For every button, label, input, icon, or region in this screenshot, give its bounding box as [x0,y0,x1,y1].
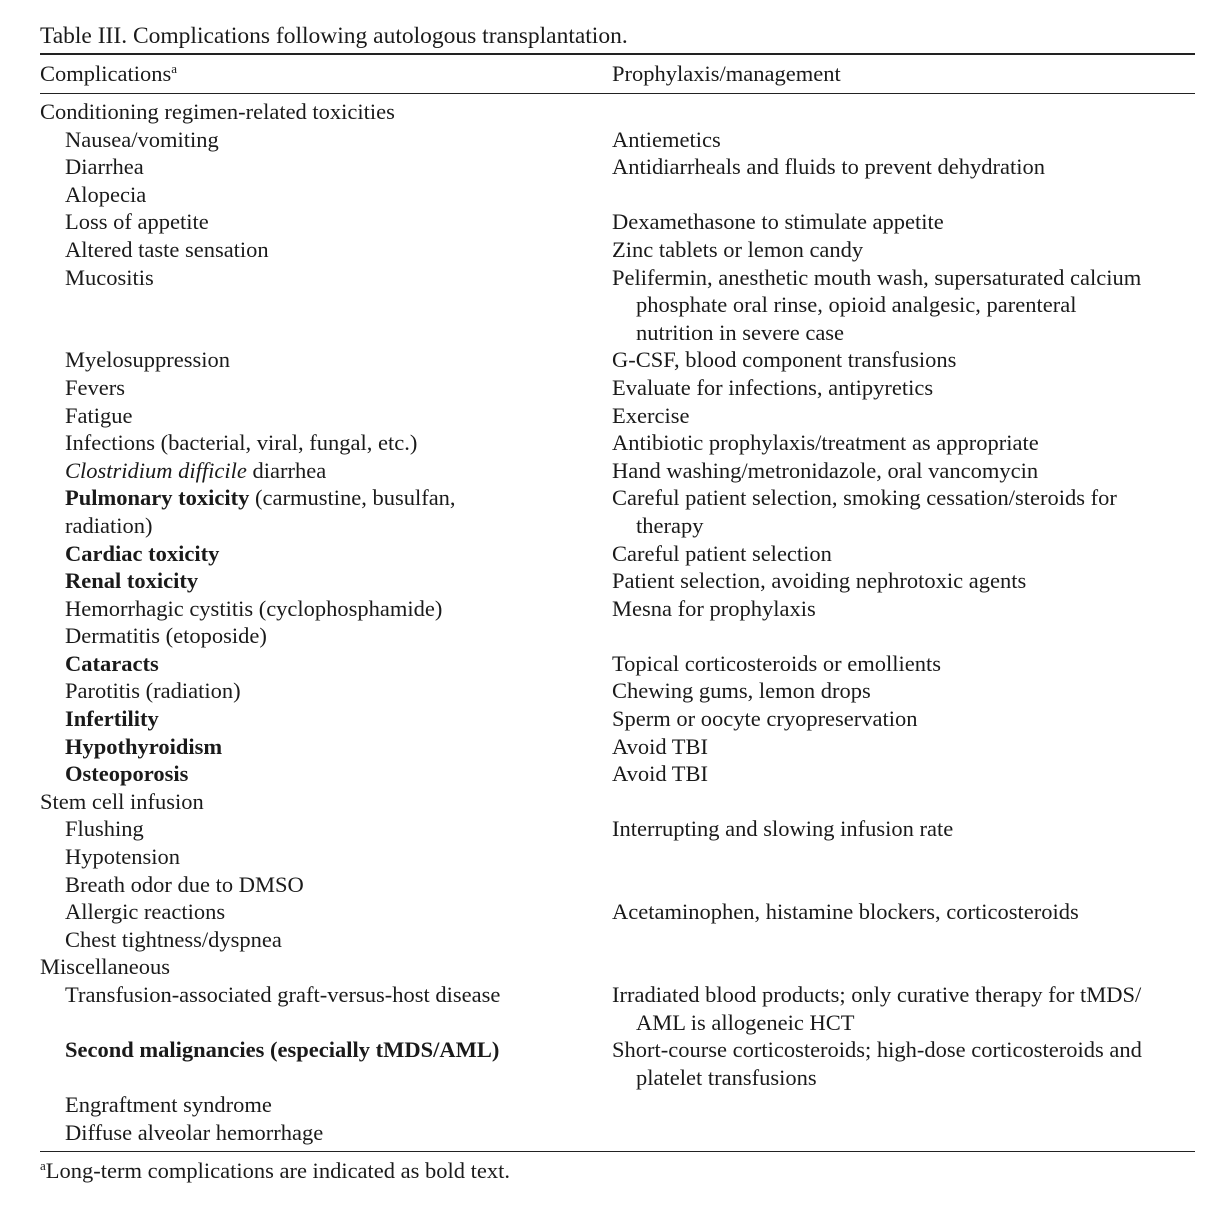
table-row [40,705,1195,733]
complication-text: radiation) [65,512,153,538]
complication-cell [40,208,612,236]
complication-text: Infections (bacterial, viral, fungal, etc.) [65,430,418,456]
complication-text: Cataracts [65,650,159,676]
complication-cell [40,374,612,402]
management-cell [612,153,1195,181]
table-row [40,1119,1195,1147]
complication-text: Loss of appetite [65,209,209,235]
table-row [40,898,1195,926]
table-row [40,1036,1195,1091]
complication-cell [40,264,612,347]
management-cell [612,402,1195,430]
complication-text: Transfusion-associated graft-versus-host disease [65,982,501,1007]
complication-text: Hypothyroidism [65,733,223,759]
complication-cell [40,760,612,788]
management-cell [612,264,1195,347]
header-management: Prophylaxis/management [612,61,841,86]
table-row [40,540,1195,568]
table-row [40,208,1195,236]
complication-text: Renal toxicity [65,568,199,594]
complication-text: Flushing [65,816,144,842]
table-row [40,843,1195,871]
table-row [40,1091,1195,1119]
table-row [40,402,1195,430]
table-row [40,181,1195,209]
management-text: Antibiotic prophylaxis/treatment as appropriate [612,430,1039,456]
table-row [40,926,1195,954]
complication-text: Diarrhea [65,154,144,180]
management-text: platelet transfusions [636,1064,817,1090]
management-cell [612,208,1195,236]
management-text: Exercise [612,402,690,428]
table-row [40,871,1195,899]
management-text: Hand washing/metronidazole, oral vancomycin [612,457,1039,483]
management-text: phosphate oral rinse, opioid analgesic, parenteral [636,292,1077,318]
table-row [40,236,1195,264]
management-cell [612,457,1195,485]
complication-cell [40,236,612,264]
management-text: Careful patient selection, smoking cessation/steroids for [612,485,1117,511]
complication-cell [40,153,612,181]
section-header [40,98,1195,126]
management-text: Antiemetics [612,126,721,152]
management-cell [612,540,1195,568]
complication-text: Osteoporosis [65,761,189,787]
management-cell [612,622,1195,650]
management-text: Pelifermin, anesthetic mouth wash, supersaturated calcium [612,264,1142,290]
management-cell [612,181,1195,209]
table-row [40,429,1195,457]
complication-text: Fatigue [65,402,133,428]
complication-text: Myelosuppression [65,347,230,373]
management-text: Avoid TBI [612,733,709,759]
management-text: Irradiated blood products; only curative therapy for tMDS/ [612,982,1142,1007]
management-cell [612,926,1195,954]
complication-cell [40,677,612,705]
complication-cell [40,126,612,154]
management-cell [612,815,1195,843]
complication-cell [40,981,612,1036]
table-row [40,567,1195,595]
management-text: AML is allogeneic HCT [636,1009,855,1035]
section-header [40,788,1195,816]
complication-cell [40,733,612,761]
management-text: Patient selection, avoiding nephrotoxic agents [612,568,1027,594]
management-cell [612,236,1195,264]
management-cell [612,429,1195,457]
table-row [40,981,1195,1036]
table-row [40,677,1195,705]
complication-cell [40,595,612,623]
complication-cell [40,926,612,954]
management-cell [612,677,1195,705]
management-cell [612,871,1195,899]
complication-text: Nausea/vomiting [65,126,219,152]
management-cell [612,843,1195,871]
complication-cell [40,871,612,899]
management-cell [612,981,1195,1036]
complication-text: Alopecia [65,181,147,207]
complication-text: diarrhea [246,457,327,483]
complication-text: Diffuse alveolar hemorrhage [65,1119,324,1145]
complication-text: Clostridium difficile [65,457,247,483]
complication-text: Engraftment syndrome [65,1092,272,1118]
complication-text: Mucositis [65,264,154,290]
management-text: Avoid TBI [612,761,709,787]
management-cell [612,567,1195,595]
complication-text: Dermatitis (etoposide) [65,623,267,649]
table-footnote: $^a$Long-term complications are indicated as bold text. [40,1157,511,1183]
management-text: therapy [636,512,704,538]
management-text: G-CSF, blood component transfusions [612,347,957,373]
management-cell [612,898,1195,926]
complication-text: Hemorrhagic cystitis (cyclophosphamide) [65,595,443,621]
complication-cell [40,429,612,457]
complication-cell [40,1036,612,1091]
complication-text: Cardiac toxicity [65,540,220,566]
management-text: Mesna for prophylaxis [612,595,816,621]
management-text: Acetaminophen, histamine blockers, corticosteroids [612,899,1079,925]
management-text: Zinc tablets or lemon candy [612,236,864,262]
management-text: Short-course corticosteroids; high-dose corticosteroids and [612,1037,1142,1063]
complication-text: Hypotension [65,844,180,870]
complication-text: Infertility [65,706,159,732]
complication-cell [40,898,612,926]
management-text: Interrupting and slowing infusion rate [612,816,954,842]
section-title: Miscellaneous [40,954,170,980]
table-row [40,126,1195,154]
management-text: Evaluate for infections, antipyretics [612,374,934,400]
management-cell [612,1091,1195,1119]
complication-cell [40,650,612,678]
table-row [40,622,1195,650]
management-text: nutrition in severe case [636,319,845,345]
table-row [40,264,1195,347]
complication-cell [40,815,612,843]
complication-cell [40,540,612,568]
complication-cell [40,457,612,485]
section-title: Stem cell infusion [40,788,204,814]
table-row [40,815,1195,843]
management-cell [612,650,1195,678]
management-text: Antidiarrheals and fluids to prevent dehydration [612,154,1046,180]
complication-cell [40,567,612,595]
management-cell [612,346,1195,374]
table-row [40,760,1195,788]
management-text: Chewing gums, lemon drops [612,678,871,704]
complication-cell [40,402,612,430]
table-row [40,346,1195,374]
management-text: Sperm or oocyte cryopreservation [612,706,918,732]
complication-text: Parotitis (radiation) [65,678,241,704]
complication-cell [40,843,612,871]
table-row [40,457,1195,485]
table-container [40,20,1195,1190]
table-body [40,94,1195,1151]
table-row [40,153,1195,181]
table-caption: Table III. Complications following autologous transplantation. [40,23,628,49]
table-row [40,484,1195,539]
complication-cell [40,1091,612,1119]
header-complications: Complications$^a$ [40,61,178,86]
complication-text: Chest tightness/dyspnea [65,926,282,952]
management-cell [612,705,1195,733]
complication-text: Pulmonary toxicity [65,485,250,511]
complication-text: Fevers [65,374,125,400]
table-row [40,595,1195,623]
table-header [40,55,1195,93]
management-cell [612,595,1195,623]
management-text: Dexamethasone to stimulate appetite [612,209,944,235]
complication-text: Second malignancies (especially tMDS/AML) [65,1037,500,1063]
management-cell [612,760,1195,788]
management-text: Topical corticosteroids or emollients [612,650,941,676]
management-cell [612,374,1195,402]
complication-cell [40,181,612,209]
table-row [40,733,1195,761]
management-text: Careful patient selection [612,540,832,566]
table-row [40,374,1195,402]
complication-cell [40,346,612,374]
complication-text: (carmustine, busulfan, [249,485,456,511]
management-cell [612,733,1195,761]
complication-cell [40,1119,612,1147]
section-header [40,953,1195,981]
management-cell [612,126,1195,154]
management-cell [612,484,1195,539]
table-row [40,650,1195,678]
complication-cell [40,705,612,733]
complication-cell [40,622,612,650]
complication-text: Altered taste sensation [65,236,269,262]
complication-text: Allergic reactions [65,899,226,925]
management-cell [612,1036,1195,1091]
complication-text: Breath odor due to DMSO [65,871,304,897]
management-cell [612,1119,1195,1147]
section-title: Conditioning regimen-related toxicities [40,99,395,124]
complication-cell [40,484,612,539]
